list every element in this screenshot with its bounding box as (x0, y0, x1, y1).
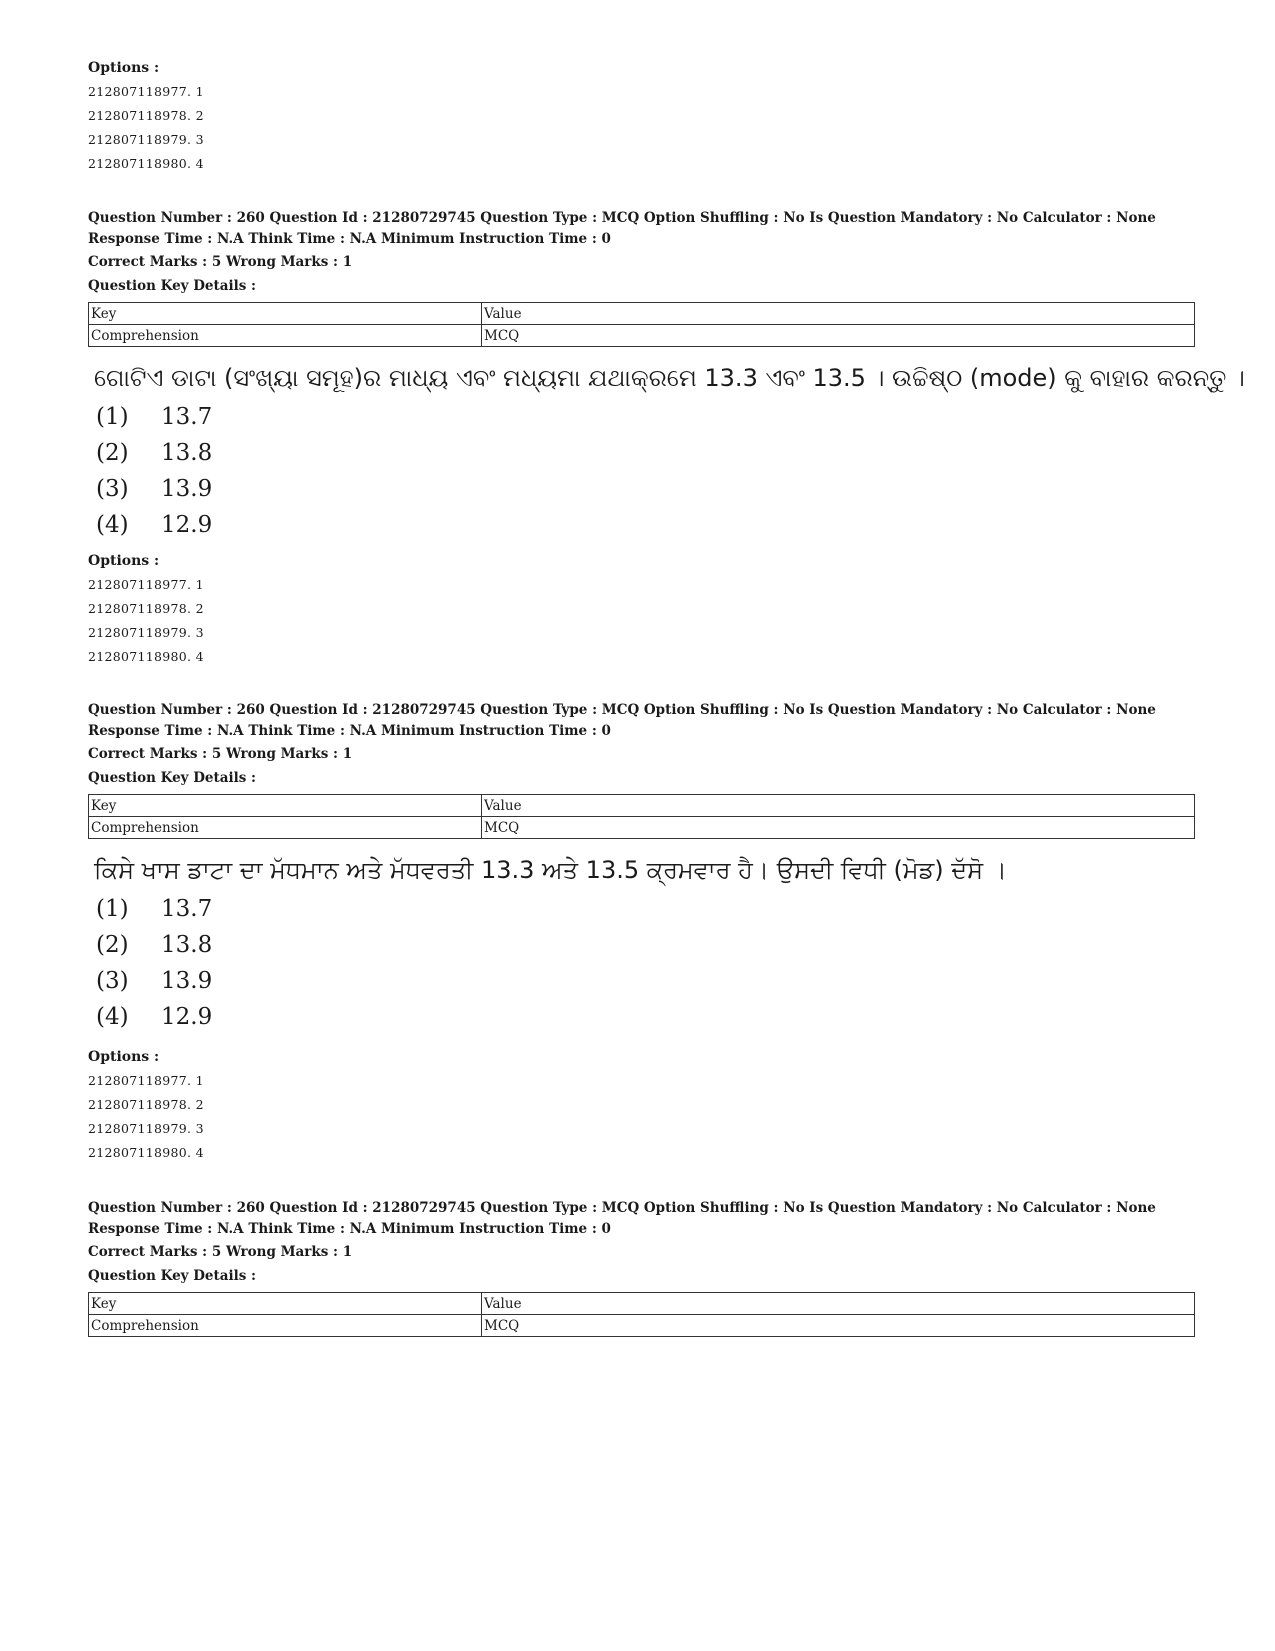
choice-value: 13.7 (161, 404, 213, 430)
question-meta: Question Number : 260 Question Id : 21280729745 Question Type : MCQ Option Shuffling : No Is Question Mandatory : No Calculator : None (88, 702, 1156, 718)
option-line: 212807118980. 4 (88, 156, 204, 171)
table-cell: Key (89, 795, 482, 817)
choice-number: (4) (96, 1004, 129, 1030)
choice-number: (1) (96, 896, 129, 922)
choice-value: 13.9 (161, 968, 213, 994)
question-timing: Response Time : N.A Think Time : N.A Minimum Instruction Time : 0 (88, 231, 611, 247)
table-cell: Comprehension (89, 1315, 482, 1337)
choice-number: (1) (96, 404, 129, 430)
choice-number: (2) (96, 932, 129, 958)
question-timing: Response Time : N.A Think Time : N.A Minimum Instruction Time : 0 (88, 723, 611, 739)
key-value-table (88, 1292, 1195, 1337)
choice-number: (3) (96, 968, 129, 994)
question-meta: Question Number : 260 Question Id : 21280729745 Question Type : MCQ Option Shuffling : No Is Question Mandatory : No Calculator : None (88, 210, 1156, 226)
table-row (89, 817, 1195, 839)
options-label: Options : (88, 60, 160, 76)
question-text: ଗୋଟିଏ ଡାଟା (ସଂଖ୍ୟା ସମୂହ)ର ମାଧ୍ୟ ଏବଂ ମଧ୍ୟମା ଯଥାକ୍ରମେ 13.3 ଏବଂ 13.5 । ଉଚ୍ଚିଷ୍ଠ (mode) କୁ ବାହାର କରନ୍ତୁ । (94, 364, 1245, 392)
table-cell: MCQ (482, 325, 1195, 347)
option-line: 212807118980. 4 (88, 1145, 204, 1160)
choice-value: 13.9 (161, 476, 213, 502)
option-line: 212807118978. 2 (88, 601, 204, 616)
key-details-label: Question Key Details : (88, 770, 257, 786)
question-block-third (88, 1198, 1195, 1337)
question-block-punjabi (88, 700, 1195, 1165)
answer-choice (96, 891, 1195, 927)
table-row (89, 1293, 1195, 1315)
answer-choice (96, 471, 1245, 507)
option-line: 212807118978. 2 (88, 108, 204, 123)
answer-choice (96, 963, 1195, 999)
answer-choice (96, 399, 1245, 435)
choice-number: (3) (96, 476, 129, 502)
question-meta: Question Number : 260 Question Id : 21280729745 Question Type : MCQ Option Shuffling : No Is Question Mandatory : No Calculator : None (88, 1200, 1156, 1216)
question-marks: Correct Marks : 5 Wrong Marks : 1 (88, 1244, 353, 1260)
choice-value: 13.7 (161, 896, 213, 922)
table-cell: Comprehension (89, 817, 482, 839)
options-label: Options : (88, 1049, 160, 1065)
table-cell: Value (482, 795, 1195, 817)
table-cell: Value (482, 303, 1195, 325)
key-value-table (88, 794, 1195, 839)
question-timing: Response Time : N.A Think Time : N.A Minimum Instruction Time : 0 (88, 1221, 611, 1237)
option-line: 212807118980. 4 (88, 649, 204, 664)
key-details-label: Question Key Details : (88, 278, 257, 294)
option-line: 212807118977. 1 (88, 577, 204, 592)
choice-number: (4) (96, 512, 129, 538)
question-text: ਕਿਸੇ ਖਾਸ ਡਾਟਾ ਦਾ ਮੱਧਮਾਨ ਅਤੇ ਮੱਧਵਰਤੀ 13.3 ਅਤੇ 13.5 ਕ੍ਰਮਵਾਰ ਹੈ। ਉਸਦੀ ਵਿਧੀ (ਮੋਡ) ਦੱਸੋ । (94, 856, 1007, 884)
option-line: 212807118979. 3 (88, 625, 204, 640)
question-marks: Correct Marks : 5 Wrong Marks : 1 (88, 746, 353, 762)
options-block (88, 549, 1245, 669)
table-cell: Comprehension (89, 325, 482, 347)
options-label: Options : (88, 553, 160, 569)
choice-value: 12.9 (161, 1004, 213, 1030)
answer-choice (96, 999, 1195, 1035)
choice-number: (2) (96, 440, 129, 466)
answer-choice (96, 507, 1245, 543)
choice-value: 13.8 (161, 440, 213, 466)
table-cell: MCQ (482, 1315, 1195, 1337)
choice-value: 12.9 (161, 512, 213, 538)
table-row (89, 325, 1195, 347)
table-cell: Value (482, 1293, 1195, 1315)
option-line: 212807118977. 1 (88, 1073, 204, 1088)
table-row (89, 1315, 1195, 1337)
table-row (89, 795, 1195, 817)
table-cell: Key (89, 303, 482, 325)
option-line: 212807118979. 3 (88, 132, 204, 147)
table-cell: MCQ (482, 817, 1195, 839)
key-value-table (88, 302, 1195, 347)
top-options-block (88, 56, 204, 176)
table-row (89, 303, 1195, 325)
option-line: 212807118978. 2 (88, 1097, 204, 1112)
answer-choice (96, 927, 1195, 963)
choice-value: 13.8 (161, 932, 213, 958)
question-marks: Correct Marks : 5 Wrong Marks : 1 (88, 254, 353, 270)
question-block-odia (88, 208, 1245, 669)
key-details-label: Question Key Details : (88, 1268, 257, 1284)
option-line: 212807118979. 3 (88, 1121, 204, 1136)
option-line: 212807118977. 1 (88, 84, 204, 99)
answer-choice (96, 435, 1245, 471)
table-cell: Key (89, 1293, 482, 1315)
options-block (88, 1045, 1195, 1165)
